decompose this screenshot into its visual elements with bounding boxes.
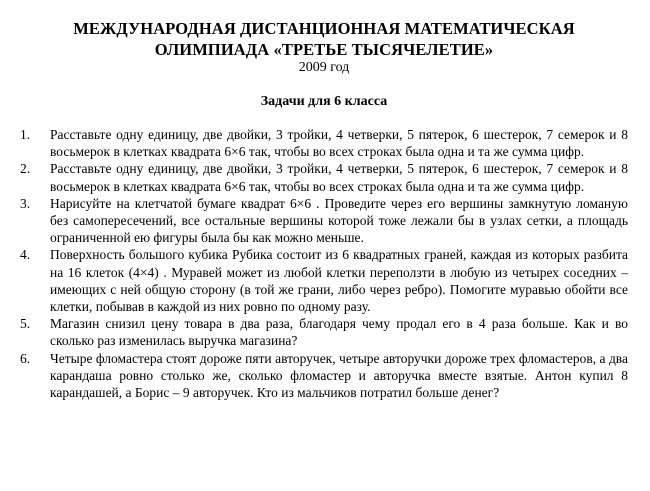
problem-item [20, 246, 628, 315]
problem-text: Расставьте одну единицу, две двойки, 3 тройки, 4 четверки, 5 пятерок, 6 шестерок, 7 семерок и 8 восьмерок в клетках квадрата 6×6 так, чтобы во всех строках была одна и та же сумма цифр. [50, 127, 628, 160]
problem-item [20, 126, 628, 160]
problem-number: 6. [20, 350, 31, 366]
problem-number: 3. [20, 195, 31, 211]
problem-number: 1. [20, 127, 31, 142]
problem-number: 5. [20, 316, 31, 332]
problem-text: Четыре фломастера стоят дороже пяти авторучек, четыре авторучки дороже трех фломастеров, а два карандаша ровно столько же, сколько фломастер и авторучка вместе взятые. Антон купил 8 карандашей, а Борис – 9 авторучек. Кто из мальчиков потратил больше денег? [50, 350, 628, 401]
problem-item [20, 195, 628, 247]
problem-text: Нарисуйте на клетчатой бумаге квадрат 6×6 . Проведите через его вершины замкнутую ломаную без самопересечений, все остальные вершины которой тоже лежали бы в узлах сетки, а площадь ограниченной ею фигуры была бы как можно меньше. [50, 195, 628, 246]
title-line-1: МЕЖДУНАРОДНАЯ ДИСТАНЦИОННАЯ МАТЕМАТИЧЕСКАЯ [73, 19, 575, 38]
problem-text: Магазин снизил цену товара в два раза, благодаря чему продал его в 4 раза больше. Как и во сколько раз изменилась выручка магазина? [50, 316, 628, 349]
problem-text: Расставьте одну единицу, две двойки, 3 тройки, 4 четверки, 5 пятерок, 6 шестерок, 7 семерок и 8 восьмерок в клетках квадрата 6×6 так, чтобы во всех строках была одна и та же сумма цифр. [50, 161, 628, 194]
section-subtitle: Задачи для 6 класса [260, 94, 388, 109]
problem-text: Поверхность большого кубика Рубика состоит из 6 квадратных граней, каждая из которых разбита на 16 клеток (4×4) . Муравей может из любой клетки переползти в любую из четырех соседних – имеющих с ней общую сторону (в той же грани, либо через ребро). Помогите муравью обойти все клетки, побывав в каждой из них ровно по одному разу. [50, 247, 628, 315]
title-line-2: ОЛИМПИАДА «ТРЕТЬЕ ТЫСЯЧЕЛЕТИЕ» [154, 40, 494, 59]
olympiad-year: 2009 год [298, 60, 350, 75]
problem-item [20, 160, 628, 194]
problem-list [20, 126, 628, 401]
problem-item [20, 350, 628, 402]
document-title [20, 18, 628, 60]
problem-number: 2. [20, 161, 31, 177]
problem-item [20, 315, 628, 349]
problem-number: 4. [20, 247, 31, 263]
